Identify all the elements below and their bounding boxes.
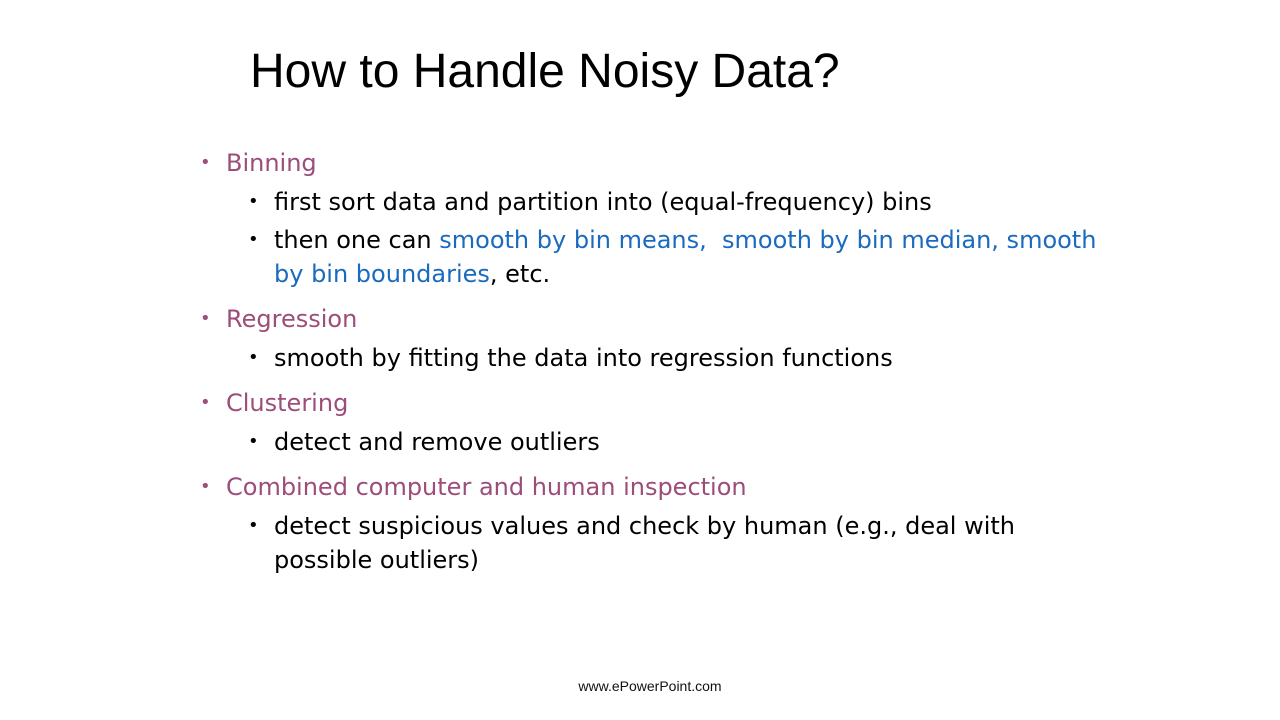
footer-watermark <box>0 678 1280 694</box>
highlighted-text: smooth by bin means, smooth by bin median, smooth by bin boundaries <box>274 226 1105 288</box>
sub-bullet-item <box>200 223 1105 291</box>
section-heading-text: Combined computer and human inspection <box>226 473 747 501</box>
bullet-icon: • <box>200 476 211 497</box>
sub-bullet-item <box>200 341 1100 375</box>
section-heading <box>200 385 1100 421</box>
sub-bullet-item <box>200 185 1100 219</box>
section-heading-text: Clustering <box>226 389 349 417</box>
bullet-icon: • <box>248 347 259 368</box>
bullet-icon: • <box>248 191 259 212</box>
bullet-icon: • <box>200 152 211 173</box>
sub-bullet-item <box>200 425 1100 459</box>
section-heading-text: Binning <box>226 149 317 177</box>
body-text: detect and remove outliers <box>274 428 600 456</box>
bullet-icon: • <box>200 308 211 329</box>
footer-text: www.ePowerPoint.com <box>578 678 722 694</box>
sub-bullet-item <box>200 509 1100 577</box>
bullet-list <box>200 145 1105 577</box>
bullet-icon: • <box>248 229 259 250</box>
body-text: first sort data and partition into (equal-frequency) bins <box>274 188 932 216</box>
body-text: detect suspicious values and check by human (e.g., deal with possible outliers) <box>274 512 1023 574</box>
body-text: smooth by fitting the data into regression functions <box>274 344 893 372</box>
bullet-icon: • <box>248 431 259 452</box>
bullet-icon: • <box>248 515 259 536</box>
body-text: then one can <box>274 226 440 254</box>
section-heading <box>200 145 1100 181</box>
bullet-icon: • <box>200 392 211 413</box>
section-heading <box>200 469 1100 505</box>
section-heading <box>200 301 1100 337</box>
body-text: , etc. <box>489 260 551 288</box>
section-heading-text: Regression <box>226 305 358 333</box>
slide-title: How to Handle Noisy Data? <box>250 45 840 98</box>
